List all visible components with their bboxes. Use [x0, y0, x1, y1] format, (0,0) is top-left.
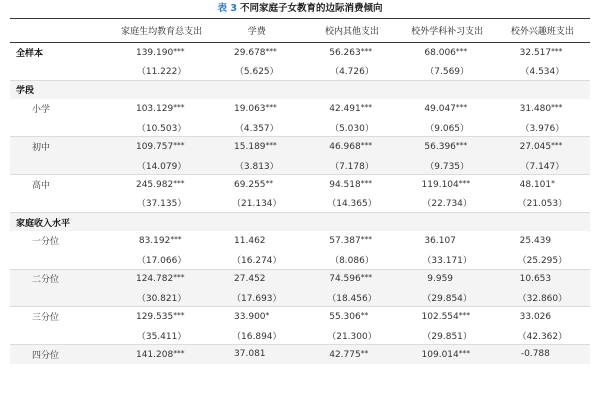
se-label-blank [10, 194, 114, 213]
coef-row [10, 175, 590, 194]
coef-row [10, 231, 590, 250]
se-cell: （16.894） [209, 326, 304, 345]
coef-cell [209, 307, 304, 326]
coef-cell-value: 139.190 [135, 47, 174, 58]
se-cell: （4.726） [304, 61, 399, 80]
empty-cell [400, 213, 495, 232]
coef-cell-value: 94.518 [329, 179, 361, 190]
coef-cell-stars: *** [551, 103, 563, 113]
coef-cell [114, 43, 209, 62]
row-label: 一分位 [32, 237, 60, 248]
coef-cell-stars: *** [458, 178, 471, 188]
coef-cell-value: 46.968 [329, 142, 361, 153]
coef-cell-stars: *** [455, 141, 468, 151]
se-cell: （9.065） [400, 118, 495, 137]
coef-cell-value: 27.045 [519, 142, 552, 153]
se-cell: （22.734） [400, 194, 495, 213]
coef-cell [495, 345, 590, 364]
se-cell: （21.134） [209, 194, 304, 213]
se-cell: （3.813） [209, 156, 304, 175]
se-cell: （30.821） [114, 288, 209, 307]
row-label: 三分位 [32, 313, 60, 324]
se-label-blank [10, 156, 114, 175]
se-cell: （8.086） [304, 250, 399, 269]
coef-cell [114, 231, 209, 250]
table-header-row [10, 19, 590, 43]
coef-cell [400, 231, 495, 250]
se-label-blank [10, 118, 114, 137]
se-cell: （5.030） [304, 118, 399, 137]
coef-cell-value: 69.255 [234, 179, 266, 190]
coef-cell-stars: *** [265, 103, 277, 113]
coef-cell [114, 137, 209, 156]
coef-cell-value: 9.959 [427, 273, 454, 284]
header-total-edu-spending: 家庭生均教育总支出 [114, 19, 209, 43]
coef-cell-stars: *** [455, 46, 468, 56]
coef-cell [304, 43, 399, 62]
coef-cell-value: 124.782 [135, 274, 174, 285]
row-label: 学段 [10, 80, 114, 99]
coef-cell-value: 68.006 [424, 47, 456, 58]
se-row [10, 156, 590, 175]
coef-cell [400, 99, 495, 118]
coef-cell-value: 27.452 [234, 273, 266, 284]
coef-row [10, 307, 590, 326]
coef-cell [495, 43, 590, 62]
se-cell: （32.860） [495, 288, 590, 307]
coef-cell-stars: *** [170, 235, 182, 245]
se-cell: （21.300） [304, 326, 399, 345]
se-cell: （29.851） [400, 326, 495, 345]
coef-cell-stars: ** [265, 178, 274, 188]
coef-cell-value: 31.480 [519, 104, 552, 115]
header-blank [10, 19, 114, 43]
coef-cell-value: 245.982 [135, 179, 174, 190]
coef-cell-value: 103.129 [135, 104, 174, 115]
se-row [10, 118, 590, 137]
se-label-blank [10, 326, 114, 345]
coef-cell-stars: *** [360, 46, 372, 56]
row-label: 小学 [32, 105, 51, 116]
empty-cell [209, 213, 304, 232]
coef-cell-value: 48.101 [519, 179, 552, 190]
coef-cell-value: 42.775 [329, 349, 361, 360]
coef-cell [209, 99, 304, 118]
coef-cell-value: 29.678 [234, 47, 266, 58]
coef-cell-stars: *** [173, 273, 185, 283]
coef-cell-stars: *** [458, 311, 471, 321]
coef-cell-stars: * [265, 311, 270, 321]
section-row [10, 80, 590, 99]
coef-cell-value: 36.107 [424, 235, 456, 246]
se-cell: （37.135） [114, 194, 209, 213]
coef-cell [209, 137, 304, 156]
se-cell: （35.411） [114, 326, 209, 345]
coef-cell-stars: *** [551, 46, 563, 56]
coef-cell [400, 137, 495, 156]
se-cell: （10.503） [114, 118, 209, 137]
coef-row [10, 345, 590, 364]
coef-cell [304, 307, 399, 326]
coef-cell-stars: *** [173, 178, 185, 188]
coef-cell [400, 345, 495, 364]
coef-cell-value: 19.063 [234, 104, 266, 115]
coef-cell [495, 99, 590, 118]
coef-cell-value: 11.462 [234, 235, 266, 246]
coef-cell-value: 74.596 [329, 274, 361, 285]
se-cell: （14.079） [114, 156, 209, 175]
coef-cell-value: 56.396 [424, 142, 456, 153]
se-label-blank [10, 250, 114, 269]
se-row [10, 61, 590, 80]
coef-cell-stars: *** [360, 235, 372, 245]
se-cell: （21.053） [495, 194, 590, 213]
coef-cell-stars: *** [360, 103, 372, 113]
coef-cell-value: 49.047 [424, 104, 456, 115]
coef-cell [400, 175, 495, 194]
se-cell: （4.357） [209, 118, 304, 137]
se-row [10, 250, 590, 269]
se-cell: （4.534） [495, 61, 590, 80]
se-cell: （7.178） [304, 156, 399, 175]
se-row [10, 194, 590, 213]
coef-cell-stars: *** [455, 103, 468, 113]
coef-cell [304, 269, 399, 288]
empty-cell [114, 213, 209, 232]
coef-cell-stars: *** [173, 46, 185, 56]
empty-cell [495, 80, 590, 99]
section-row [10, 213, 590, 232]
header-tuition: 学费 [209, 19, 304, 43]
coef-cell [304, 231, 399, 250]
coef-cell [304, 175, 399, 194]
empty-cell [495, 213, 590, 232]
coef-cell-value: 37.081 [234, 349, 266, 360]
se-cell: （33.171） [400, 250, 495, 269]
table-caption [0, 0, 600, 18]
coef-cell [400, 269, 495, 288]
coef-cell-stars: *** [360, 273, 372, 283]
row-label: 四分位 [10, 345, 114, 364]
coef-row [10, 269, 590, 288]
coef-cell [209, 345, 304, 364]
coef-cell-value: 119.104 [421, 179, 459, 190]
coef-cell-value: 25.439 [519, 235, 552, 246]
se-cell: （25.295） [495, 250, 590, 269]
coef-cell [495, 269, 590, 288]
coef-cell-value: 15.189 [234, 142, 266, 153]
coef-cell [304, 137, 399, 156]
coef-cell-value: 129.535 [135, 312, 174, 323]
se-row [10, 288, 590, 307]
empty-cell [400, 80, 495, 99]
coef-cell-stars: *** [265, 46, 277, 56]
coef-cell-value: 109.757 [135, 142, 174, 153]
table-body [10, 43, 590, 364]
coef-cell-stars: ** [360, 311, 369, 321]
coef-cell [400, 43, 495, 62]
se-row [10, 326, 590, 345]
header-school-other: 校内其他支出 [304, 19, 399, 43]
coef-cell-value: 141.208 [135, 349, 174, 360]
se-cell: （29.854） [400, 288, 495, 307]
se-cell: （9.735） [400, 156, 495, 175]
coef-cell [209, 269, 304, 288]
coef-cell [495, 307, 590, 326]
row-label: 二分位 [10, 269, 114, 288]
coef-cell [114, 345, 209, 364]
empty-cell [304, 213, 399, 232]
se-cell: （7.569） [400, 61, 495, 80]
coef-cell [209, 43, 304, 62]
coef-cell-value: 109.014 [421, 349, 459, 360]
coef-cell-stars: *** [173, 311, 185, 321]
coef-cell [495, 231, 590, 250]
coef-cell-value: 32.517 [519, 47, 552, 58]
coef-cell-value: 55.306 [329, 312, 361, 323]
empty-cell [114, 80, 209, 99]
se-cell: （18.456） [304, 288, 399, 307]
coef-cell [495, 137, 590, 156]
se-cell: （42.362） [495, 326, 590, 345]
coef-cell [209, 231, 304, 250]
coef-cell [495, 175, 590, 194]
se-cell: （11.222） [114, 61, 209, 80]
coef-cell-value: 10.653 [519, 273, 552, 284]
se-cell: （7.147） [495, 156, 590, 175]
coef-cell [209, 175, 304, 194]
table-title: 不同家庭子女教育的边际消费倾向 [239, 3, 383, 14]
se-cell: （5.625） [209, 61, 304, 80]
row-label: 家庭收入水平 [10, 213, 114, 232]
coef-cell [400, 307, 495, 326]
coef-cell-value: 57.387 [329, 236, 361, 247]
marginal-propensity-table [10, 18, 590, 364]
se-label-blank [10, 61, 114, 80]
coef-cell-value: 83.192 [138, 236, 171, 247]
coef-cell [304, 99, 399, 118]
coef-cell-stars: *** [173, 141, 185, 151]
coef-cell-value: -0.788 [520, 349, 550, 360]
coef-cell [114, 175, 209, 194]
se-cell: （3.976） [495, 118, 590, 137]
coef-cell-stars: *** [173, 103, 185, 113]
coef-cell-value: 56.263 [329, 47, 361, 58]
se-cell: （14.365） [304, 194, 399, 213]
coef-row [10, 99, 590, 118]
header-interest-class: 校外兴趣班支出 [495, 19, 590, 43]
se-cell: （16.274） [209, 250, 304, 269]
coef-cell-stars: *** [265, 141, 277, 151]
coef-cell-stars: ** [360, 348, 369, 358]
coef-cell-stars: *** [360, 178, 372, 188]
header-tutoring: 校外学科补习支出 [400, 19, 495, 43]
se-label-blank [10, 288, 114, 307]
table-number: 表 3 [217, 3, 237, 14]
se-cell: （17.693） [209, 288, 304, 307]
coef-cell-value: 33.900 [234, 312, 266, 323]
coef-cell [114, 307, 209, 326]
coef-row [10, 137, 590, 156]
coef-cell-stars: *** [551, 141, 563, 151]
coef-cell [114, 99, 209, 118]
coef-cell-stars: *** [360, 141, 372, 151]
empty-cell [304, 80, 399, 99]
coef-cell-value: 42.491 [329, 104, 361, 115]
empty-cell [209, 80, 304, 99]
coef-cell-stars: *** [173, 348, 185, 358]
coef-cell-value: 33.026 [519, 311, 552, 322]
coef-cell-stars: * [551, 178, 555, 188]
coef-row [10, 43, 590, 62]
coef-cell-stars: *** [458, 348, 471, 358]
se-cell: （17.066） [114, 250, 209, 269]
row-label: 全样本 [16, 48, 44, 59]
row-label: 初中 [10, 137, 114, 156]
row-label: 高中 [32, 180, 51, 191]
coef-cell-value: 102.554 [421, 312, 459, 323]
coef-cell [114, 269, 209, 288]
coef-cell [304, 345, 399, 364]
